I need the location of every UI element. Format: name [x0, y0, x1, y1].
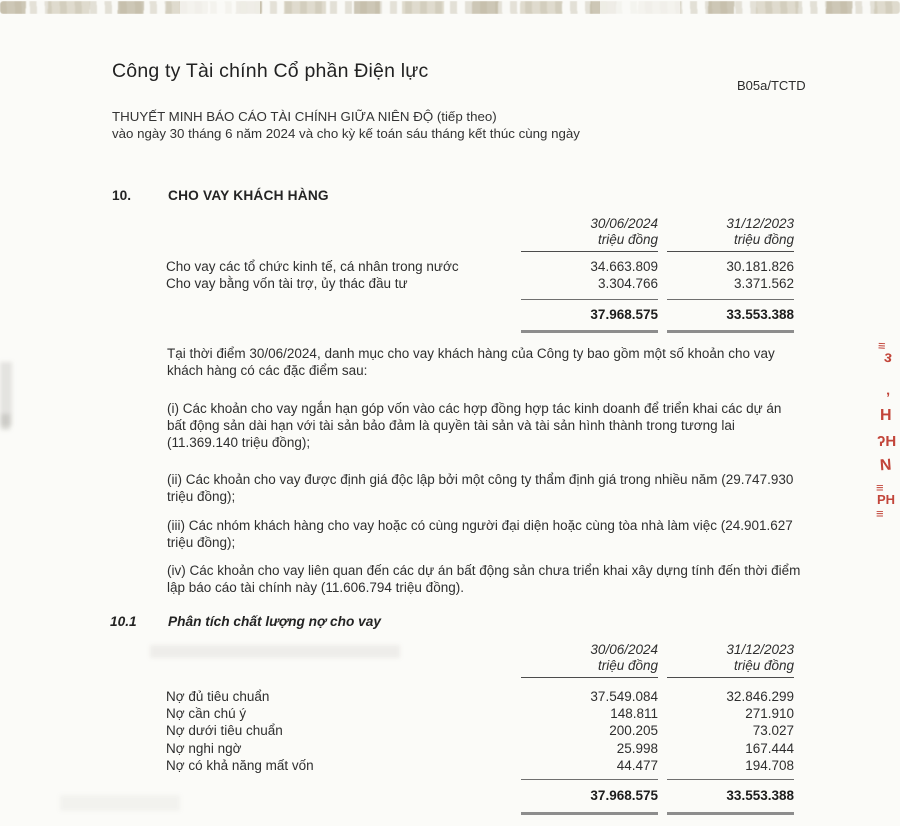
margin-ink-mark: ɜ [882, 348, 894, 367]
row-value-2024: 148.811 [610, 706, 658, 722]
loans-table-col1-header [521, 216, 658, 252]
total-value-2023: 33.553.388 [726, 307, 794, 322]
row-label: Cho vay các tổ chức kinh tế, cá nhân trong nước [166, 259, 459, 274]
table-row [166, 705, 794, 722]
table-row [166, 740, 794, 757]
margin-ink-mark: ≡ [876, 506, 883, 521]
margin-ink-mark: ≡ [876, 480, 883, 495]
loans-item-ii: (ii) Các khoản cho vay được định giá độc lập bởi một công ty thẩm định giá trong nhiều năm (29.747.930 triệu đồng); [167, 472, 794, 505]
rule-col1 [521, 330, 658, 333]
col2-unit: triệu đồng [733, 232, 794, 247]
margin-ink-mark: N [879, 456, 893, 475]
row-value-2023: 32.846.299 [726, 689, 794, 704]
table-row [166, 258, 794, 275]
quality-table-total-rule [166, 812, 794, 815]
quality-table-total-row [166, 787, 794, 804]
rule-col2 [667, 330, 794, 333]
row-value-2023: 73.027 [752, 723, 794, 739]
loans-intro-paragraph: Tại thời điểm 30/06/2024, danh mục cho vay khách hàng của Công ty bao gồm một số khoản cho vay khách hàng có các đặc điểm sau: [167, 346, 775, 379]
row-label: Nợ nghi ngờ [166, 740, 242, 756]
loans-table-total-rule [166, 330, 794, 333]
margin-ink-mark: ≡ [877, 337, 885, 354]
rule-col2 [667, 812, 794, 815]
rule-col1 [521, 299, 658, 300]
col1-unit: triệu đồng [597, 658, 658, 673]
row-value-2024: 3.304.766 [597, 276, 658, 291]
section-10-number: 10. [112, 188, 132, 203]
row-value-2023: 3.371.562 [733, 276, 794, 291]
loans-table-body [166, 258, 794, 292]
quality-table-col1-header [521, 642, 658, 678]
margin-ink-mark: PH [877, 492, 896, 507]
scan-smudge [0, 362, 12, 426]
rule-col2 [667, 299, 794, 300]
col1-date: 30/06/2024 [590, 216, 658, 231]
col2-date: 31/12/2023 [726, 642, 794, 657]
table-row [166, 275, 794, 292]
margin-ink-mark: ʔH [877, 433, 897, 450]
quality-table-subtotal-rule [166, 779, 794, 780]
margin-ink-mark: ʼ [886, 390, 891, 407]
row-value-2024: 34.663.809 [590, 259, 658, 274]
loans-table-subtotal-rule [166, 299, 794, 300]
company-name: Công ty Tài chính Cổ phần Điện lực [112, 60, 429, 82]
row-value-2023: 194.708 [745, 757, 794, 773]
rule-col2 [667, 779, 794, 780]
quality-table-body [166, 688, 794, 774]
scan-edge-texture [0, 1, 900, 14]
row-label: Cho vay bằng vốn tài trợ, ủy thác đầu tư [166, 276, 408, 291]
loans-item-i: (i) Các khoản cho vay ngắn hạn góp vốn vào các hợp đồng hợp tác kinh doanh để triển khai các dự án bất động sản dài hạn với tài sản bảo đảm là quyền tài sản và tài sản hình thành trong tương lai (11.369.140 triệu đồng); [167, 401, 782, 451]
scan-smudge [1, 414, 10, 430]
total-value-2024: 37.968.575 [590, 307, 658, 322]
row-value-2023: 271.910 [745, 706, 794, 722]
loans-table-header [166, 216, 794, 252]
loans-table-total-row [166, 306, 794, 323]
row-value-2023: 30.181.826 [726, 259, 794, 274]
table-row [166, 757, 794, 774]
rule-col1 [521, 812, 658, 815]
col2-unit: triệu đồng [733, 658, 794, 673]
row-value-2023: 167.444 [745, 740, 794, 756]
row-label: Nợ đủ tiêu chuẩn [166, 689, 270, 704]
row-label: Nợ có khả năng mất vốn [166, 757, 314, 773]
loans-item-iv: (iv) Các khoản cho vay liên quan đến các dự án bất động sản chưa triển khai xây dựng tính đến thời điểm lập báo cáo tài chính này (11.606.794 triệu đồng). [167, 563, 801, 596]
col2-date: 31/12/2023 [726, 216, 794, 231]
row-label: Nợ cần chú ý [166, 706, 247, 722]
total-value-2024: 37.968.575 [590, 788, 658, 803]
loans-item-iii: (iii) Các nhóm khách hàng cho vay hoặc có cùng người đại diện hoặc cùng tòa nhà làm việc (24.901.627 triệu đồng); [167, 518, 793, 551]
form-code: B05a/TCTD [737, 78, 806, 93]
row-value-2024: 200.205 [609, 723, 658, 739]
quality-table-header [166, 642, 794, 678]
margin-ink-mark: H [880, 407, 892, 424]
row-value-2024: 37.549.084 [590, 689, 658, 704]
quality-table-col2-header [667, 642, 794, 678]
row-value-2024: 25.998 [616, 740, 658, 756]
row-label: Nợ dưới tiêu chuẩn [166, 723, 283, 739]
section-10-1-title: Phân tích chất lượng nợ cho vay [168, 614, 381, 629]
rule-col1 [521, 779, 658, 780]
table-row [166, 688, 794, 705]
section-10-1-number: 10.1 [110, 614, 137, 629]
col1-date: 30/06/2024 [590, 642, 658, 657]
section-10-title: CHO VAY KHÁCH HÀNG [168, 188, 329, 203]
row-value-2024: 44.477 [616, 757, 658, 773]
loans-table-col2-header [667, 216, 794, 252]
scan-smudge [60, 795, 180, 811]
col1-unit: triệu đồng [597, 232, 658, 247]
total-value-2023: 33.553.388 [726, 788, 794, 803]
table-row [166, 722, 794, 739]
report-subtitle-line2: vào ngày 30 tháng 6 năm 2024 và cho kỳ kế toán sáu tháng kết thúc cùng ngày [112, 126, 580, 141]
report-subtitle-line1: THUYẾT MINH BÁO CÁO TÀI CHÍNH GIỮA NIÊN ĐỘ (tiếp theo) [112, 109, 497, 124]
